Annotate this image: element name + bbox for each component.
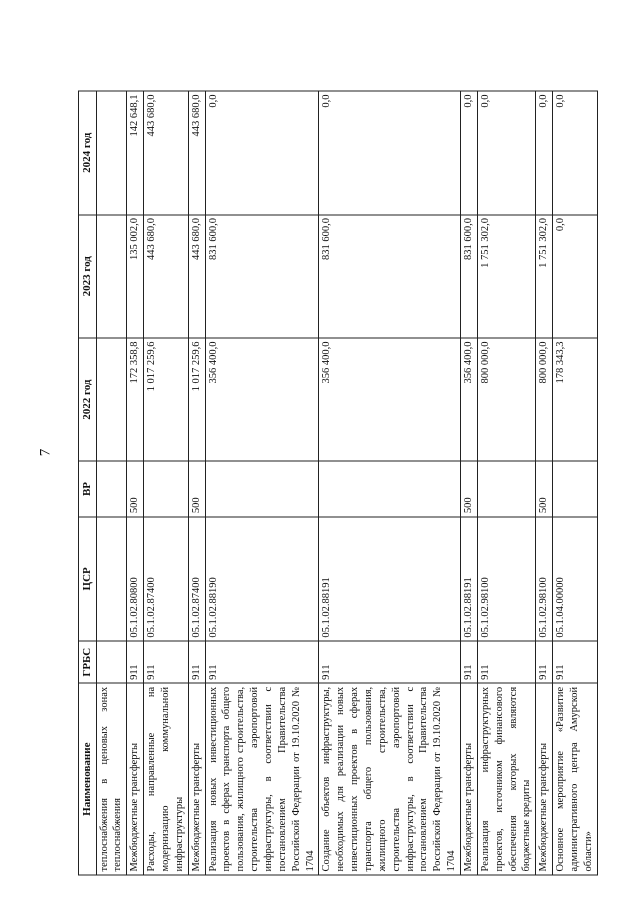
table-row: [461, 91, 478, 875]
cell-2023: 0,0: [553, 215, 598, 338]
cell-vr: [319, 461, 461, 516]
cell-name: Основное мероприятие «Развитие административного центра Амурской области»: [553, 683, 598, 875]
header-name: Наименование: [79, 683, 97, 875]
cell-csr: 05.1.02.80800: [127, 517, 144, 642]
cell-2024: 142 648,1: [127, 91, 144, 215]
cell-2024: 443 680,0: [144, 91, 189, 215]
cell-csr: 05.1.02.87400: [144, 517, 189, 642]
cell-2023: 135 002,0: [127, 215, 144, 338]
cell-vr: 500: [127, 461, 144, 516]
cell-2023: 443 680,0: [144, 215, 189, 338]
cell-name: Межбюджетные трансферты: [461, 683, 478, 875]
cell-vr: [477, 461, 535, 516]
cell-2023: [96, 215, 127, 338]
cell-csr: 05.1.04.00000: [553, 517, 598, 642]
cell-name: Реализация инфраструктурных проектов, источником финансового обеспечения которых являются бюджетные кредиты: [477, 683, 535, 875]
cell-2022: 356 400,0: [319, 338, 461, 461]
rotated-page-content: [78, 91, 594, 876]
cell-2023: 831 600,0: [319, 215, 461, 338]
cell-name: Межбюджетные трансферты: [127, 683, 144, 875]
header-2023: 2023 год: [79, 215, 97, 338]
header-grbs: ГРБС: [79, 641, 97, 683]
cell-2023: 831 600,0: [461, 215, 478, 338]
table-row: [477, 91, 535, 875]
header-2022: 2022 год: [79, 338, 97, 461]
cell-name: теплоснабжения в ценовых зонах теплоснабжения: [96, 683, 127, 875]
cell-2024: [96, 91, 127, 215]
header-vr: ВР: [79, 461, 97, 516]
cell-name: Межбюджетные трансферты: [536, 683, 553, 875]
cell-vr: [96, 461, 127, 516]
cell-name: Создание объектов инфраструктуры, необходимых для реализации новых инвестиционных проектов в сферах транспорта общего пользования, жилищного строительства, строительства аэропортовой инфраструктуры, в соответствии с постановлением Правительства Российской Федерации от 19.10.2020 № 1704: [319, 683, 461, 875]
cell-csr: 05.1.02.98100: [477, 517, 535, 642]
header-2024: 2024 год: [79, 91, 97, 215]
cell-vr: 500: [461, 461, 478, 516]
cell-2022: 800 000,0: [477, 338, 535, 461]
cell-2023: 1 751 302,0: [477, 215, 535, 338]
cell-grbs: 911: [319, 641, 461, 683]
cell-2023: 831 600,0: [205, 215, 319, 338]
table-row: [553, 91, 598, 875]
cell-2023: 443 680,0: [188, 215, 205, 338]
cell-2023: 1 751 302,0: [536, 215, 553, 338]
cell-2024: 443 680,0: [188, 91, 205, 215]
cell-name: Расходы, направленные на модернизацию коммунальной инфраструктуры: [144, 683, 189, 875]
cell-2024: 0,0: [477, 91, 535, 215]
table-row: [144, 91, 189, 875]
table-row: [205, 91, 319, 875]
cell-vr: 500: [188, 461, 205, 516]
table-row: [188, 91, 205, 875]
cell-grbs: 911: [205, 641, 319, 683]
cell-2024: 0,0: [461, 91, 478, 215]
cell-grbs: 911: [127, 641, 144, 683]
cell-grbs: 911: [536, 641, 553, 683]
table-row: [127, 91, 144, 875]
cell-2024: 0,0: [319, 91, 461, 215]
cell-grbs: 911: [144, 641, 189, 683]
cell-csr: 05.1.02.98100: [536, 517, 553, 642]
cell-csr: 05.1.02.88191: [319, 517, 461, 642]
cell-grbs: 911: [553, 641, 598, 683]
cell-grbs: 911: [461, 641, 478, 683]
cell-grbs: [96, 641, 127, 683]
cell-vr: [205, 461, 319, 516]
cell-2022: [96, 338, 127, 461]
table-row: [96, 91, 127, 875]
cell-2022: 172 358,8: [127, 338, 144, 461]
cell-2022: 178 343,3: [553, 338, 598, 461]
cell-2022: 356 400,0: [205, 338, 319, 461]
cell-2022: 800 000,0: [536, 338, 553, 461]
cell-vr: [553, 461, 598, 516]
cell-name: Реализация новых инвестиционных проектов в сферах транспорта общего пользования, жилищного строительства, строительства аэропортовой инфраструктуры, в соответствии с постановлением Правительства Российской Федерации от 19.10.2020 № 1704: [205, 683, 319, 875]
cell-csr: 05.1.02.88190: [205, 517, 319, 642]
page-number: 7: [37, 448, 54, 457]
cell-2024: 0,0: [205, 91, 319, 215]
header-csr: ЦСР: [79, 517, 97, 642]
cell-2022: 1 017 259,6: [188, 338, 205, 461]
cell-vr: 500: [536, 461, 553, 516]
cell-2022: 1 017 259,6: [144, 338, 189, 461]
cell-csr: 05.1.02.88191: [461, 517, 478, 642]
cell-2024: 0,0: [553, 91, 598, 215]
cell-csr: 05.1.02.87400: [188, 517, 205, 642]
cell-vr: [144, 461, 189, 516]
table-row: [319, 91, 461, 875]
table-header-row: [79, 91, 97, 875]
cell-2022: 356 400,0: [461, 338, 478, 461]
table-row: [536, 91, 553, 875]
cell-csr: [96, 517, 127, 642]
cell-grbs: 911: [477, 641, 535, 683]
cell-grbs: 911: [188, 641, 205, 683]
cell-2024: 0,0: [536, 91, 553, 215]
cell-name: Межбюджетные трансферты: [188, 683, 205, 875]
budget-table: [78, 91, 598, 876]
